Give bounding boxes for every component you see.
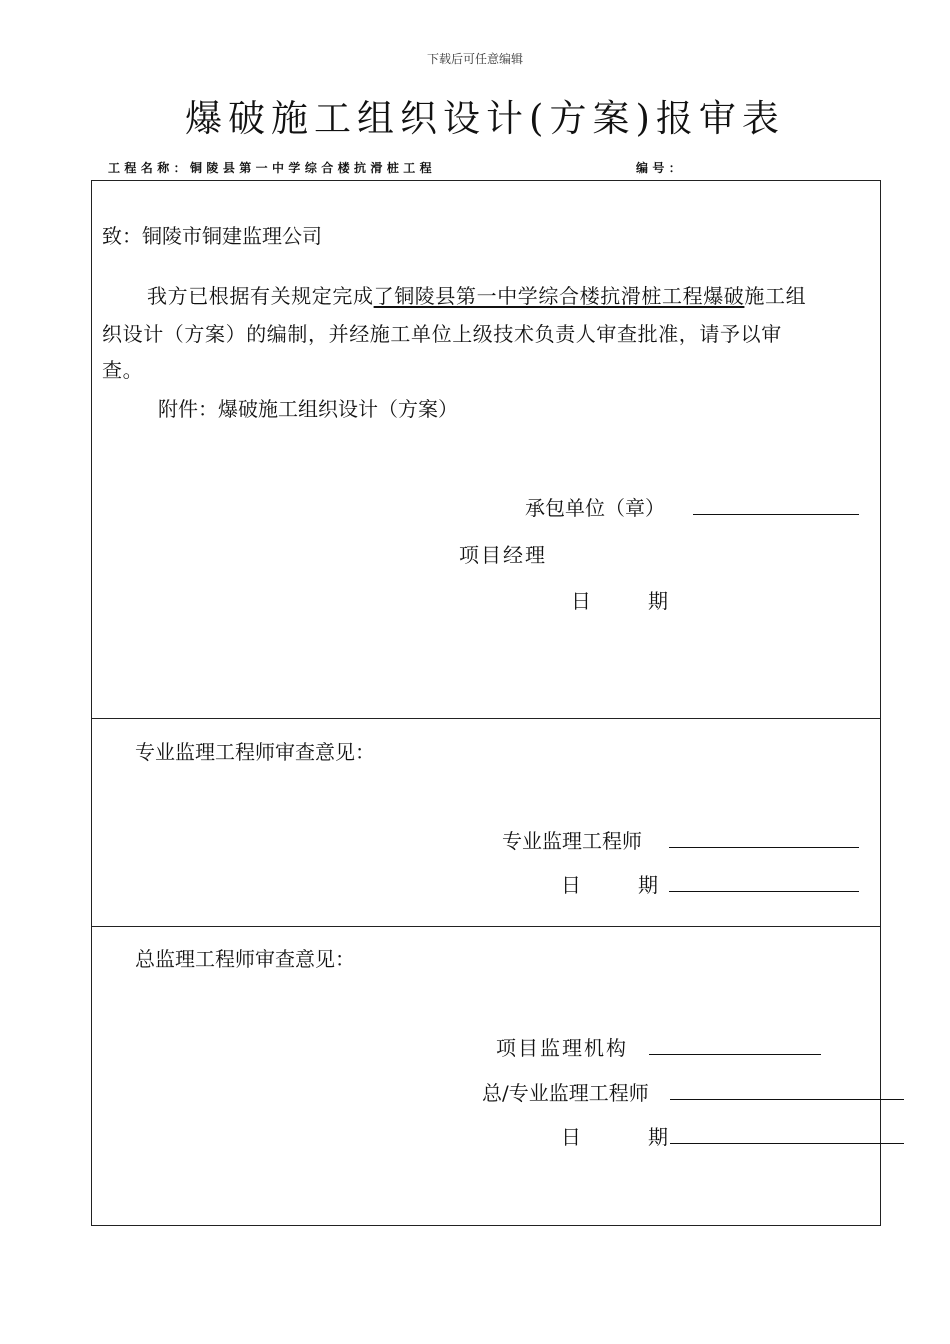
section-divider-1 bbox=[91, 718, 881, 719]
specialist-engineer-label: 专业监理工程师 bbox=[502, 829, 642, 853]
project-name-value: 铜陵县第一中学综合楼抗滑桩工程 bbox=[190, 161, 437, 175]
number-label: 编号： bbox=[636, 161, 686, 175]
date-label-1a: 日 bbox=[571, 589, 591, 613]
section-divider-2 bbox=[91, 926, 881, 927]
form-title: 爆破施工组织设计(方案)报审表 bbox=[185, 97, 785, 140]
para-suffix: 施工组 bbox=[744, 284, 807, 308]
project-name-line bbox=[108, 159, 436, 176]
specialist-engineer-signature-line[interactable] bbox=[669, 847, 859, 848]
date-label-3a: 日 bbox=[561, 1125, 581, 1149]
date-label-1b: 期 bbox=[648, 589, 668, 613]
chief-review-heading: 总监理工程师审查意见： bbox=[135, 947, 355, 971]
contractor-signature-line[interactable] bbox=[693, 514, 859, 515]
supervision-org-signature-line[interactable] bbox=[649, 1054, 821, 1055]
submission-paragraph-line-3: 查。 bbox=[102, 358, 144, 382]
date-label-2b: 期 bbox=[638, 873, 658, 897]
submission-paragraph-line-2: 织设计（方案）的编制，并经施工单位上级技术负责人审查批准，请予以审 bbox=[102, 322, 782, 346]
supervision-org-label: 项目监理机构 bbox=[496, 1036, 628, 1060]
chief-engineer-signature-line[interactable] bbox=[670, 1099, 904, 1100]
download-note: 下载后可任意编辑 bbox=[426, 52, 523, 66]
para-prefix: 我方已根据有关规定完成 bbox=[147, 284, 374, 308]
contractor-label: 承包单位（章） bbox=[525, 496, 665, 520]
attachment-line: 附件：爆破施工组织设计（方案） bbox=[158, 397, 458, 421]
date-label-2a: 日 bbox=[561, 873, 581, 897]
specialist-date-line[interactable] bbox=[669, 891, 859, 892]
chief-date-line[interactable] bbox=[670, 1143, 904, 1144]
para-underlined-project: 了铜陵县第一中学综合楼抗滑桩工程爆破 bbox=[373, 284, 745, 308]
chief-engineer-label: 总/专业监理工程师 bbox=[482, 1081, 649, 1105]
project-manager-label: 项目经理 bbox=[459, 543, 547, 567]
submission-paragraph-line-1 bbox=[147, 280, 806, 309]
addressee-line: 致：铜陵市铜建监理公司 bbox=[102, 224, 322, 248]
date-label-3b: 期 bbox=[648, 1125, 668, 1149]
specialist-review-heading: 专业监理工程师审查意见： bbox=[135, 740, 375, 764]
project-name-label: 工程名称： bbox=[108, 161, 191, 175]
